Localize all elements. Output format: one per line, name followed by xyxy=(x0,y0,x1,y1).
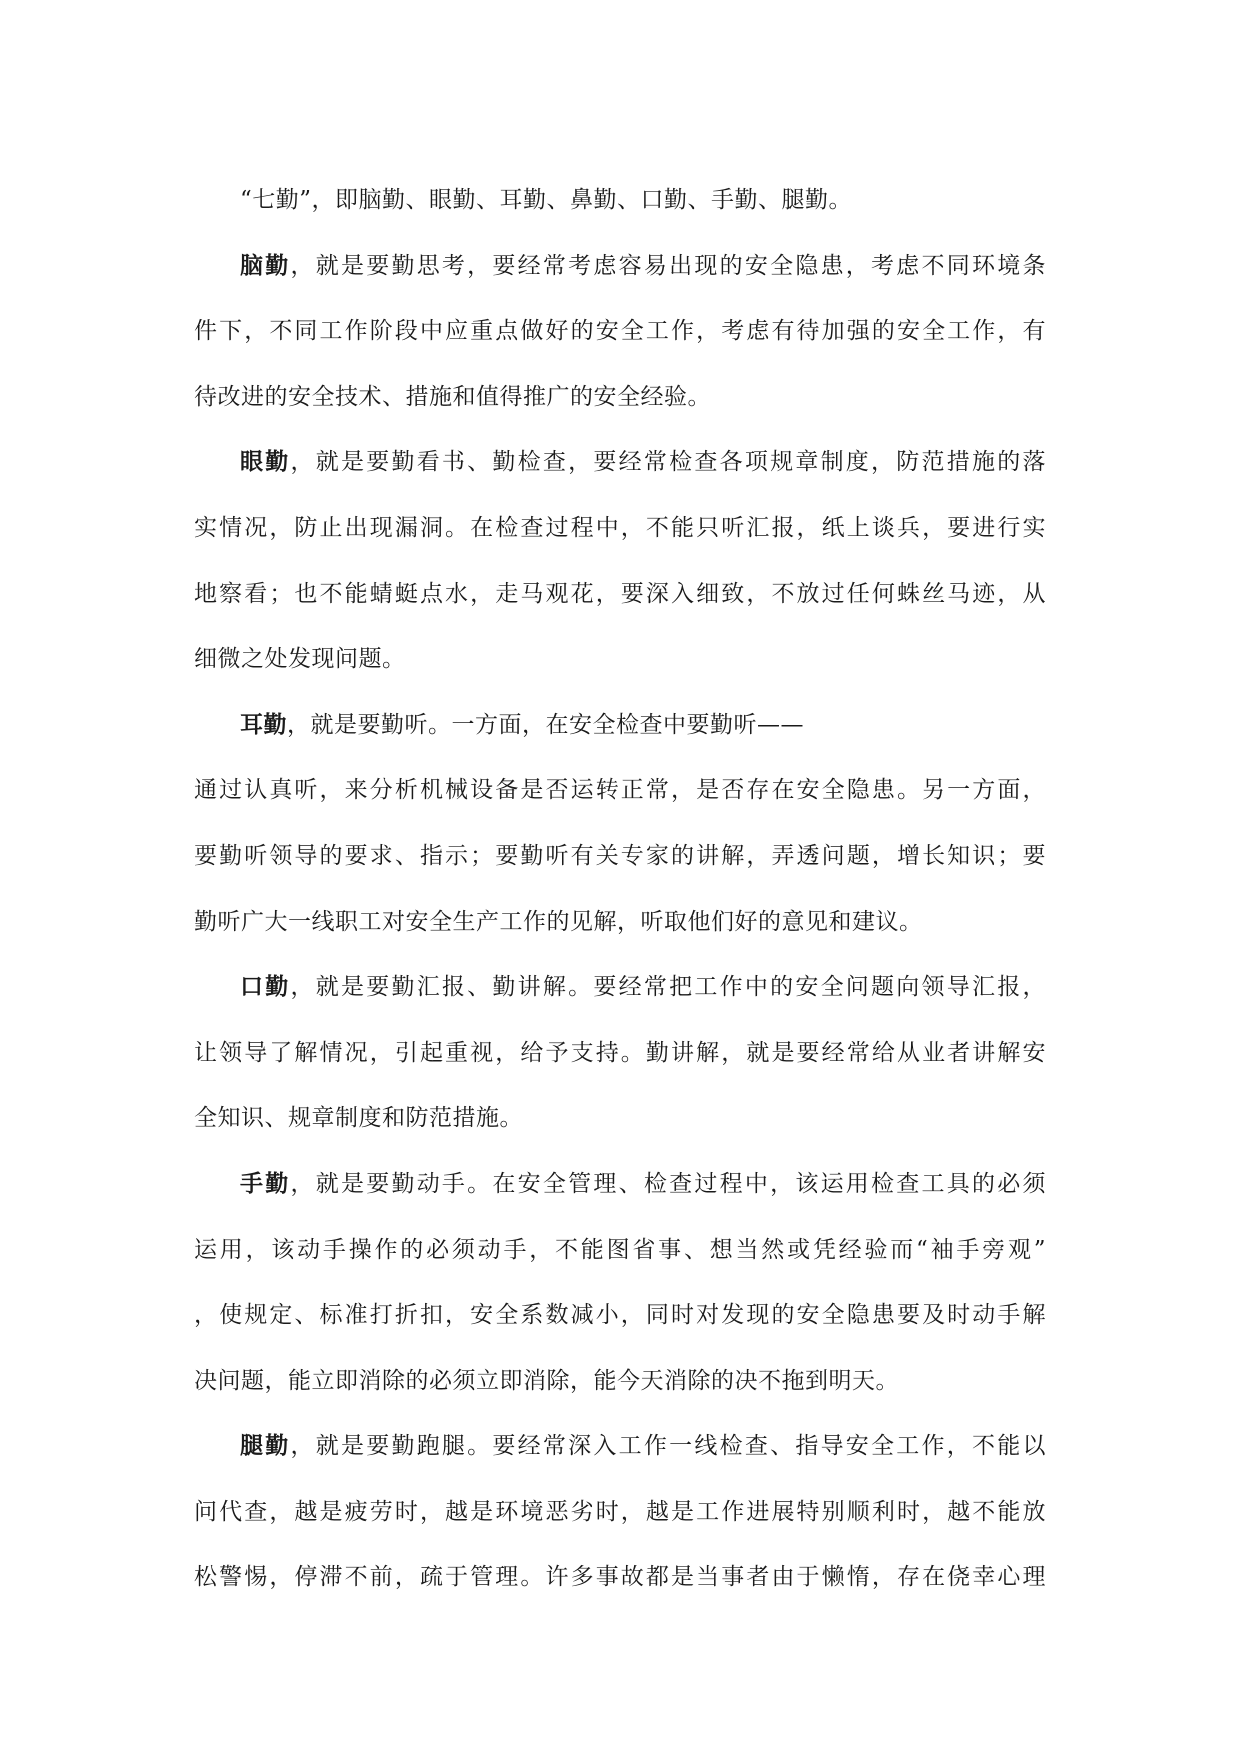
keyword-leg: 腿勤 xyxy=(240,1433,291,1460)
paragraph-line xyxy=(194,430,1046,496)
paragraph-line: 问代查，越是疲劳时，越是环境恶劣时，越是工作进展特别顺利时，越不能放 xyxy=(194,1498,1046,1525)
paragraph-mouth xyxy=(194,955,1046,1152)
paragraph-line: 决问题，能立即消除的必须立即消除，能今天消除的决不拖到明天。 xyxy=(194,1367,899,1394)
paragraph-text: ，就是要勤思考，要经常考虑容易出现的安全隐患，考虑不同环境条 xyxy=(290,252,1047,279)
paragraph-brain xyxy=(194,234,1046,431)
paragraph-line xyxy=(194,1152,1046,1218)
paragraph-line xyxy=(194,234,1046,300)
paragraph-line xyxy=(194,955,1046,1021)
paragraph-line: 运用，该动手操作的必须动手，不能图省事、想当然或凭经验而“袖手旁观” xyxy=(194,1236,1046,1263)
paragraph-line: 细微之处发现问题。 xyxy=(194,646,406,673)
keyword-ear: 耳勤 xyxy=(240,711,287,738)
paragraph-text: ，就是要勤动手。在安全管理、检查过程中，该运用检查工具的必须 xyxy=(290,1170,1047,1197)
paragraph-line: 松警惕，停滞不前，疏于管理。许多事故都是当事者由于懒惰，存在侥幸心理 xyxy=(194,1564,1046,1591)
paragraph-eye xyxy=(194,430,1046,692)
paragraph-line: 地察看；也不能蜻蜓点水，走马观花，要深入细致，不放过任何蛛丝马迹，从 xyxy=(194,580,1046,607)
paragraph-line: 待改进的安全技术、措施和值得推广的安全经验。 xyxy=(194,383,711,410)
paragraph-line xyxy=(194,693,1046,759)
paragraph-text: ，就是要勤听。一方面，在安全检查中要勤听—— xyxy=(287,711,804,738)
paragraph-line: 件下，不同工作阶段中应重点做好的安全工作，考虑有待加强的安全工作，有 xyxy=(194,318,1046,345)
paragraph-line: 通过认真听，来分析机械设备是否运转正常，是否存在安全隐患。另一方面， xyxy=(194,777,1046,804)
paragraph-intro xyxy=(194,168,1046,234)
paragraph-text: ，就是要勤看书、勤检查，要经常检查各项规章制度，防范措施的落 xyxy=(290,449,1047,476)
keyword-hand: 手勤 xyxy=(240,1170,291,1197)
paragraph-line: 实情况，防止出现漏洞。在检查过程中，不能只听汇报，纸上谈兵，要进行实 xyxy=(194,514,1046,541)
paragraph-ear xyxy=(194,693,1046,955)
keyword-brain: 脑勤 xyxy=(240,252,291,279)
paragraph-hand xyxy=(194,1152,1046,1414)
paragraph-line: 要勤听领导的要求、指示；要勤听有关专家的讲解，弄透问题，增长知识；要 xyxy=(194,842,1046,869)
paragraph-text: ，就是要勤跑腿。要经常深入工作一线检查、指导安全工作，不能以 xyxy=(290,1433,1047,1460)
paragraph-leg xyxy=(194,1414,1046,1611)
paragraph-text: ，就是要勤汇报、勤讲解。要经常把工作中的安全问题向领导汇报， xyxy=(290,974,1047,1001)
paragraph-line xyxy=(194,1414,1046,1480)
paragraph-line: “七勤”，即脑勤、眼勤、耳勤、鼻勤、口勤、手勤、腿勤。 xyxy=(240,187,853,213)
paragraph-line: 全知识、规章制度和防范措施。 xyxy=(194,1105,523,1132)
paragraph-line: 勤听广大一线职工对安全生产工作的见解，听取他们好的意见和建议。 xyxy=(194,908,923,935)
document-body xyxy=(194,168,1046,1611)
paragraph-line: ，使规定、标准打折扣，安全系数减小，同时对发现的安全隐患要及时动手解 xyxy=(194,1302,1046,1329)
keyword-eye: 眼勤 xyxy=(240,449,291,476)
paragraph-line: 让领导了解情况，引起重视，给予支持。勤讲解，就是要经常给从业者讲解安 xyxy=(194,1039,1046,1066)
keyword-mouth: 口勤 xyxy=(240,974,291,1001)
